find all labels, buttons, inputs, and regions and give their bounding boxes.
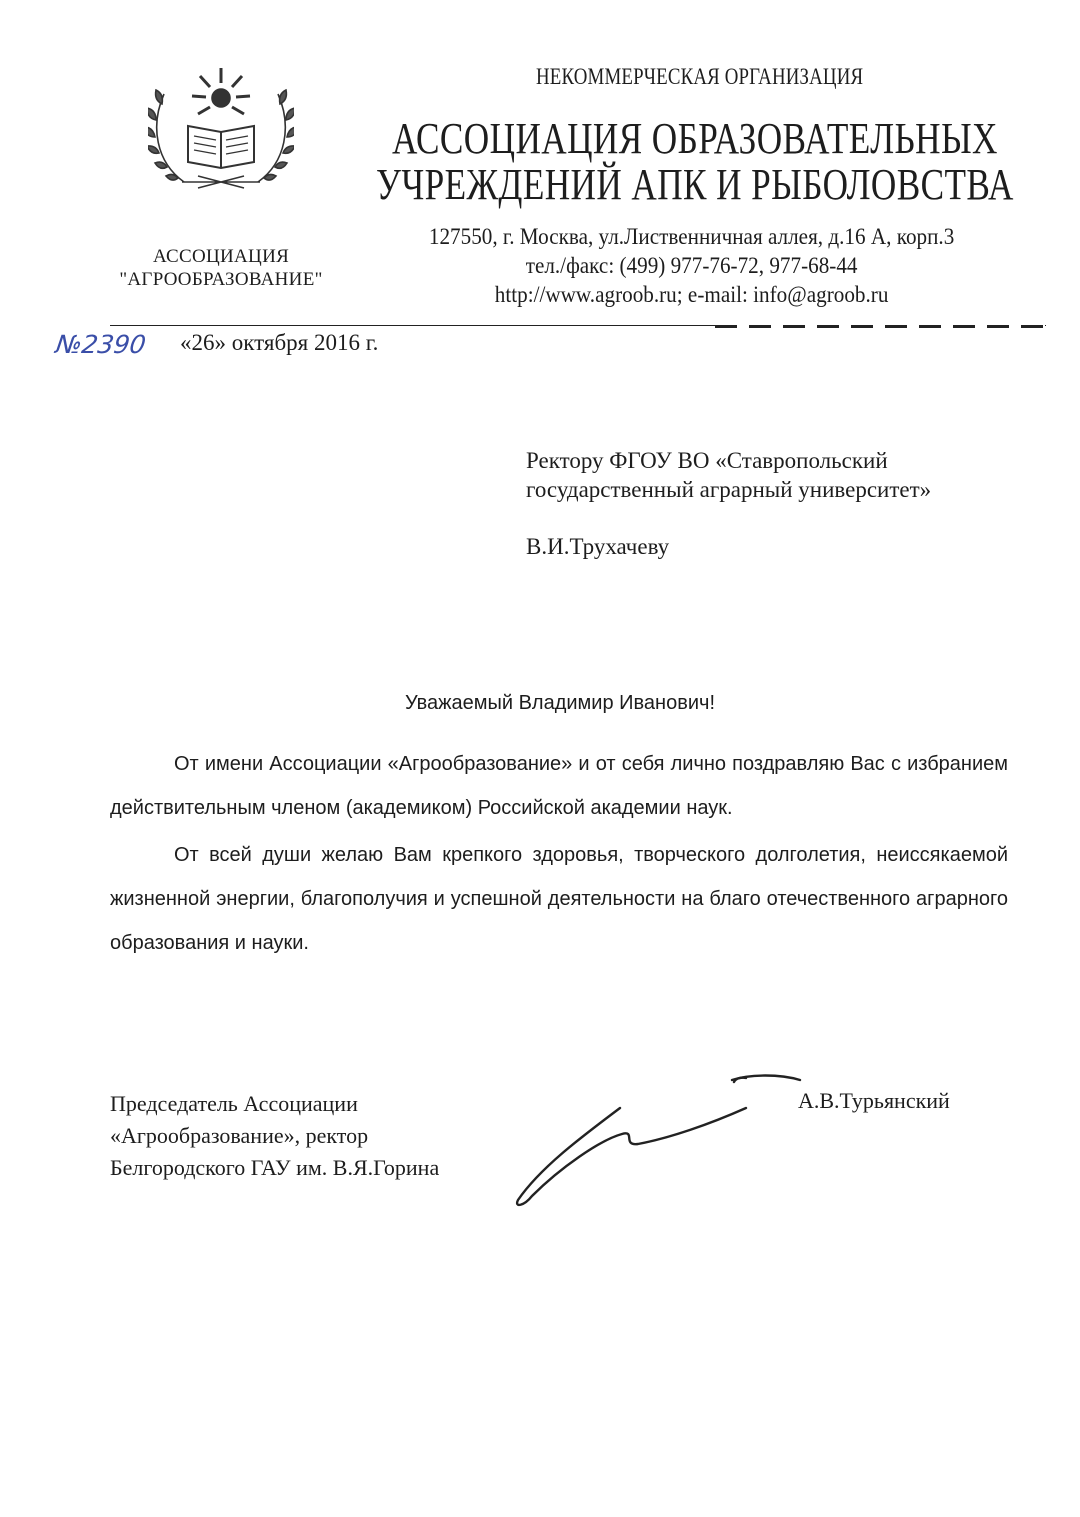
signer-title (110, 1088, 439, 1184)
association-line-2: "АГРООБРАЗОВАНИЕ" (119, 269, 323, 290)
signer-title-line-2: «Агрообразование», ректор (110, 1123, 369, 1148)
association-line-1: АССОЦИАЦИЯ (152, 246, 290, 267)
header-divider-dashed (715, 325, 1045, 328)
recipient-title (526, 446, 931, 504)
recipient-line-1: Ректору ФГОУ ВО «Ставропольский (526, 448, 888, 473)
sun-book-wreath-emblem-icon (148, 64, 294, 196)
letter-body (110, 742, 1008, 968)
organization-name-line-2: УЧРЕЖДЕНИЙ АПК И РЫБОЛОВСТВА (376, 160, 1014, 209)
organization-name-line-1: АССОЦИАЦИЯ ОБРАЗОВАТЕЛЬНЫХ (391, 114, 998, 163)
organization-name (376, 116, 1014, 208)
letter-paragraph-1: От имени Ассоциации «Агрообразование» и от себя лично поздравляю Вас с избранием действительным членом (академиком) Российской академии наук. (110, 753, 1008, 819)
web-email: http://www.agroob.ru; e-mail: info@agroob.ru (494, 282, 889, 307)
handwritten-signature-icon (510, 1068, 810, 1218)
registration-number: №2390 (53, 330, 148, 359)
postal-address: 127550, г. Москва, ул.Лиственничная аллея, д.16 А, корп.3 (428, 224, 955, 249)
handwritten-signature (510, 1068, 810, 1218)
phone-fax: тел./факс: (499) 977-76-72, 977-68-44 (525, 253, 858, 278)
letter-date: «26» октября 2016 г. (180, 330, 379, 355)
contact-block (388, 222, 995, 309)
letter-greeting: Уважаемый Владимир Иванович! (405, 692, 715, 714)
signer-name: А.В.Турьянский (798, 1088, 950, 1113)
recipient-line-2: государственный аграрный университет» (526, 477, 932, 502)
recipient-name: В.И.Трухачеву (526, 534, 670, 559)
organization-type: НЕКОММЕРЧЕСКАЯ ОРГАНИЗАЦИЯ (536, 64, 864, 89)
signer-title-line-3: Белгородского ГАУ им. В.Я.Горина (110, 1155, 440, 1180)
signer-title-line-1: Председатель Ассоциации (110, 1091, 358, 1116)
association-short-name (96, 245, 346, 291)
association-emblem (148, 64, 294, 196)
letter-paragraph-2: От всей души желаю Вам крепкого здоровья, творческого долголетия, неиссякаемой жизненной энергии, благополучия и успешной деятельности на благо отечественного аграрного образования и науки. (110, 844, 1008, 954)
